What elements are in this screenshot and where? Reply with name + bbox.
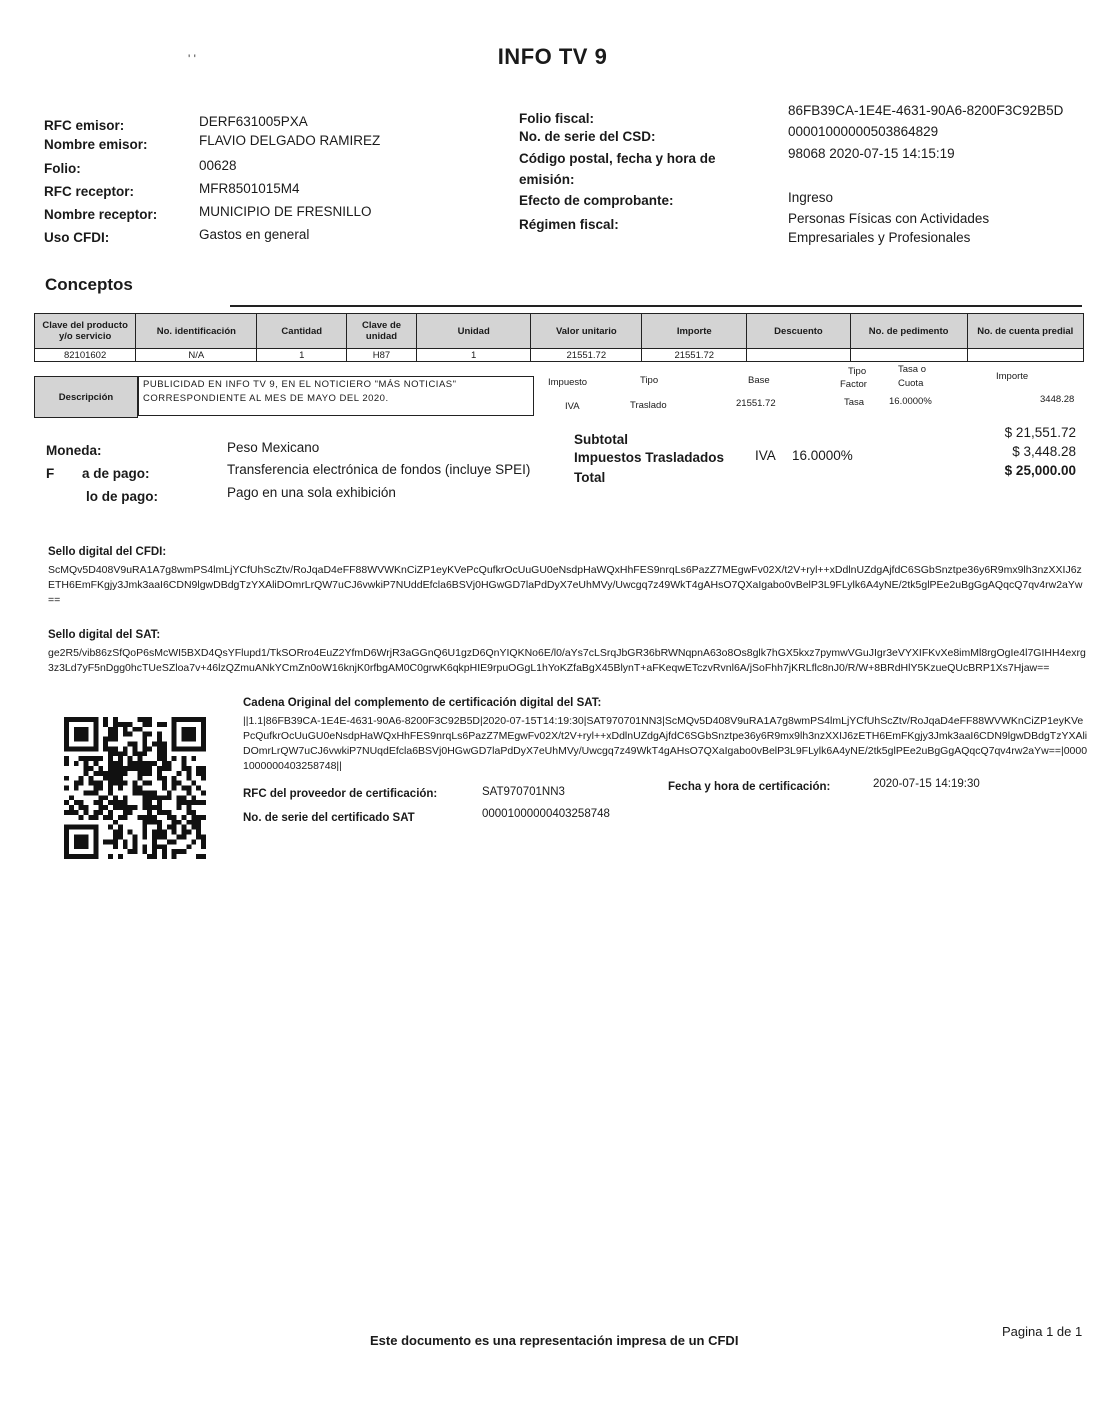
- uso-cfdi-label: Uso CFDI:: [44, 230, 110, 245]
- serie-csd-value: 00001000000503864829: [788, 124, 939, 139]
- table-cell: 21551.72: [642, 349, 747, 362]
- sello-cfdi-label: Sello digital del CFDI:: [48, 546, 167, 558]
- nombre-receptor-value: MUNICIPIO DE FRESNILLO: [199, 204, 372, 219]
- column-header: Unidad: [416, 314, 530, 349]
- folio-value: 00628: [199, 158, 237, 173]
- moneda-label: Moneda:: [46, 443, 102, 458]
- rfc-receptor-label: RFC receptor:: [44, 184, 135, 199]
- table-cell: H87: [347, 349, 417, 362]
- total-value: $ 25,000.00: [1004, 463, 1076, 478]
- column-header: Descuento: [747, 314, 850, 349]
- table-cell: 21551.72: [531, 349, 642, 362]
- tax-base-value: 21551.72: [736, 398, 776, 409]
- tax-tipo-factor-header-2: Factor: [840, 379, 867, 390]
- sello-sat-label: Sello digital del SAT:: [48, 629, 161, 641]
- uso-cfdi-value: Gastos en general: [199, 227, 310, 242]
- column-header: Clave de unidad: [347, 314, 417, 349]
- table-row: [35, 349, 1084, 362]
- table-top-rule: [230, 305, 1082, 307]
- total-label: Total: [574, 470, 606, 485]
- metodo-pago-label: lo de pago:: [86, 489, 158, 504]
- table-cell: 1: [257, 349, 347, 362]
- table-header-row: [35, 314, 1084, 349]
- rfc-proveedor-value: SAT970701NN3: [482, 786, 565, 798]
- cadena-original-value: ||1.1|86FB39CA-1E4E-4631-90A6-8200F3C92B5D|2020-07-15T14:19:30|SAT970701NN3|ScMQv5D408V9uRA1A7g8wmPS4lmLjYCfUhScZtv/RoJqaD4eFF88WVWKnCiZP1eyKVePcQufkrOcUuGU0eNsdpHaWQxHhFES9nrqLs6PazZ7MEgwFv02X/t2V+ryl++xDdlnUZdgAjfdC6SGbSnztpe36y6R9mx9lh3nzXXIJ6zETH6EmFKgjy3Jmk3aaI6CDN9lgwDBdgTzYXAliDOmrLrQW7uCJ6vwkiP7NUqdEfcla6BSVj0HGwGD7laPdDyX7eUhMVy/Uwcgq7z49WkT4gAHsO7QXaIgabo0vBelP3L9FLylk6A4yNE/2tk5glPEe2uBgGgAQqcQ7qv4rw2aYw==|00001000000403258748||: [243, 715, 1088, 772]
- tax-tasa-value: 16.0000%: [889, 396, 932, 407]
- fecha-certificacion-value: 2020-07-15 14:19:30: [873, 778, 980, 790]
- tax-importe-header: Importe: [996, 371, 1029, 382]
- efecto-label: Efecto de comprobante:: [519, 193, 674, 208]
- emision-label: emisión:: [519, 172, 575, 187]
- tax-tasa-header-1: Tasa o: [898, 364, 926, 375]
- regimen-value-line1: Personas Físicas con Actividades: [788, 211, 990, 226]
- tax-importe-value: 3448.28: [1040, 394, 1075, 405]
- sello-sat-value: ge2R5/vib86zSfQoP6sMcWI5BXD4QsYFlupd1/TkSORro4EuZ2YfmD6WrjR3aGGnQ6U1gzD6QnYIQKNo6E/l0/aYs7cLSrqJbGR36bRWNqpnA63o8Os8glk7hGX5kxz7pymwVGuJIgr3eVYXIFKvXe8imMl8rgOgIe4l7GIHH4exrg3z3Ld7yF5nDgg0hcTUeSZloa7v+46lzQZmuANkYCmZn0oW16knjK0rfbgAM0C0grwK6qkpHIE9rpuOGgL1hYoKZfaBgX45BlynT+aFKeqwETczvRvnl6A/jSoFhh7jKRLflc8nJ0/R/W+8BRdHlY5KzueQUcBRP1Xs7Hjaw==: [48, 647, 1086, 674]
- table-cell: N/A: [136, 349, 257, 362]
- column-header: Clave del producto y/o servicio: [35, 314, 136, 349]
- document-title: INFO TV 9: [497, 44, 608, 69]
- efecto-value: Ingreso: [788, 190, 834, 205]
- nombre-receptor-label: Nombre receptor:: [44, 207, 158, 222]
- rfc-emisor-label: RFC emisor:: [44, 118, 125, 133]
- column-header: Valor unitario: [531, 314, 642, 349]
- table-cell: [747, 349, 850, 362]
- tax-tipo-value: Traslado: [630, 400, 667, 411]
- table-cell: [850, 349, 967, 362]
- nombre-emisor-value: FLAVIO DELGADO RAMIREZ: [199, 133, 381, 148]
- descripcion-value: PUBLICIDAD EN INFO TV 9, EN EL NOTICIERO "MÁS NOTICIAS" CORRESPONDIENTE AL MES DE MAYO DEL 2020.: [138, 376, 534, 416]
- rfc-receptor-value: MFR8501015M4: [199, 181, 300, 196]
- metodo-pago-value: Pago en una sola exhibición: [227, 485, 396, 500]
- column-header: Cantidad: [257, 314, 347, 349]
- table-cell: 1: [416, 349, 530, 362]
- table-cell: [967, 349, 1083, 362]
- conceptos-heading: Conceptos: [45, 275, 133, 294]
- concepts-table: [34, 313, 1084, 362]
- cadena-original-label: Cadena Original del complemento de certificación digital del SAT:: [243, 697, 602, 709]
- column-header: No. de cuenta predial: [967, 314, 1083, 349]
- footer-leyenda: Este documento es una representación impresa de un CFDI: [370, 1333, 739, 1348]
- cp-fecha-label: Código postal, fecha y hora de: [519, 151, 716, 166]
- regimen-value-line2: Empresariales y Profesionales: [788, 230, 971, 245]
- qr-code-image: [64, 717, 206, 859]
- tax-tipo-header: Tipo: [640, 375, 659, 386]
- rfc-emisor-value: DERF631005PXA: [199, 114, 308, 129]
- tax-base-header: Base: [748, 375, 770, 386]
- table-cell: 82101602: [35, 349, 136, 362]
- sello-cfdi-value: ScMQv5D408V9uRA1A7g8wmPS4lmLjYCfUhScZtv/RoJqaD4eFF88WVWKnCiZP1eyKVePcQufkrOcUuGU0eNsdpHaWQxHhFES9nrqLs6PazZ7MEgwFv02X/t2V+ryl++xDdlnUZdgAjfdC6SGbSnztpe36y6R9mx9lh3nzXXIJ6zETH6EmFKgjy3Jmk3aaI6CDN9lgwDBdgTzYXAliDOmrLrQW7uCJ6vwkiP7NUddEfcla6BSVj0HGwGD7laPdDyX7eUhMVy/Uwcgq7z49WkT4gAHsO7QXaIgabo0vBelP3L9FLylk6A4yNE/2tk5glPEe2uBgGgAQqcQ7qv4rw2aYw==: [48, 564, 1083, 606]
- column-header: Importe: [642, 314, 747, 349]
- tax-impuesto-value: IVA: [565, 401, 580, 412]
- fecha-certificacion-label: Fecha y hora de certificación:: [668, 781, 831, 793]
- impuestos-value: $ 3,448.28: [1012, 444, 1076, 459]
- scan-marks: ' ': [188, 52, 196, 66]
- regimen-label: Régimen fiscal:: [519, 217, 619, 232]
- folio-fiscal-label: Folio fiscal:: [519, 111, 595, 126]
- tax-tipo-factor-value: Tasa: [844, 397, 865, 408]
- serie-csd-label: No. de serie del CSD:: [519, 129, 656, 144]
- cp-fecha-value: 98068 2020-07-15 14:15:19: [788, 146, 955, 161]
- subtotal-value: $ 21,551.72: [1004, 425, 1076, 440]
- column-header: No. identificación: [136, 314, 257, 349]
- tax-tipo-factor-header-1: Tipo: [848, 366, 867, 377]
- iva-label: IVA: [755, 448, 776, 463]
- tax-impuesto-header: Impuesto: [548, 377, 588, 388]
- forma-pago-label: a de pago:: [82, 466, 150, 481]
- subtotal-label: Subtotal: [574, 432, 628, 447]
- serie-certificado-value: 00001000000403258748: [482, 808, 610, 820]
- folio-label: Folio:: [44, 161, 81, 176]
- serie-certificado-label: No. de serie del certificado SAT: [243, 812, 415, 824]
- tax-tasa-header-2: Cuota: [898, 378, 924, 389]
- moneda-value: Peso Mexicano: [227, 440, 320, 455]
- column-header: No. de pedimento: [850, 314, 967, 349]
- nombre-emisor-label: Nombre emisor:: [44, 137, 148, 152]
- descripcion-label: Descripción: [34, 376, 138, 418]
- page-number: Pagina 1 de 1: [1002, 1324, 1083, 1339]
- folio-fiscal-value: 86FB39CA-1E4E-4631-90A6-8200F3C92B5D: [788, 103, 1064, 118]
- rfc-proveedor-label: RFC del proveedor de certificación:: [243, 788, 438, 800]
- forma-pago-label-initial: F: [46, 466, 55, 481]
- iva-rate: 16.0000%: [792, 448, 853, 463]
- impuestos-trasladados-label: Impuestos Trasladados: [574, 450, 725, 465]
- forma-pago-value: Transferencia electrónica de fondos (incluye SPEI): [227, 462, 531, 477]
